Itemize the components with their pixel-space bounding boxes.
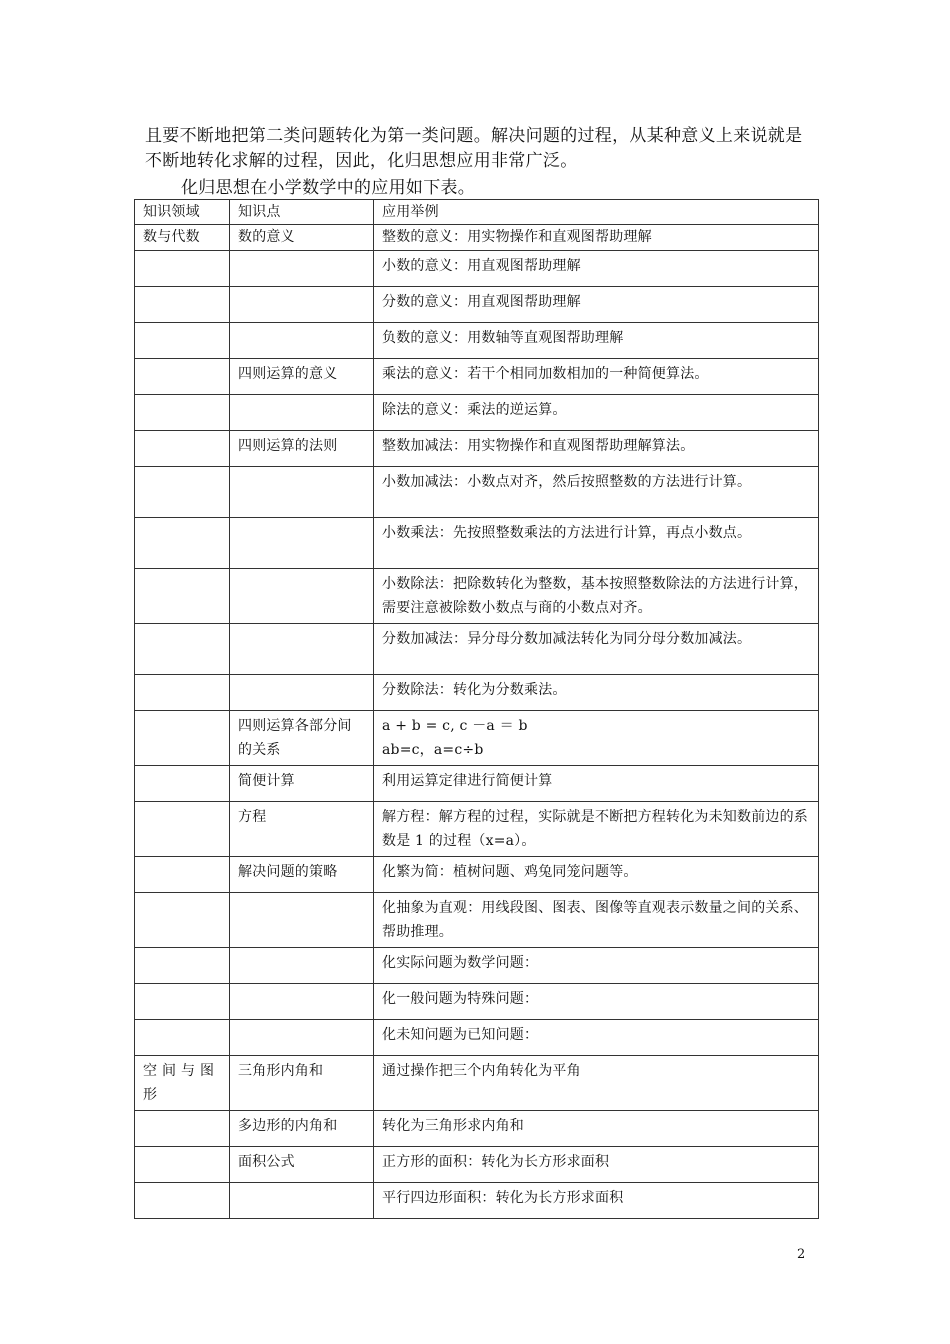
point-cell [230, 675, 374, 711]
point-cell: 简便计算 [230, 766, 374, 802]
table-row [135, 857, 819, 893]
table-row [135, 893, 819, 948]
table-row [135, 675, 819, 711]
point-cell [230, 984, 374, 1020]
table-row [135, 1183, 819, 1219]
header-example: 应用举例 [374, 200, 819, 225]
relation-formula-line1: a + b = c, c －a ＝ b [382, 718, 528, 734]
example-cell: 整数加减法：用实物操作和直观图帮助理解算法。 [374, 431, 819, 467]
point-cell: 四则运算的法则 [230, 431, 374, 467]
table-intro-paragraph: 化归思想在小学数学中的应用如下表。 [181, 178, 476, 198]
example-cell: 分数加减法：异分母分数加减法转化为同分母分数加减法。 [374, 624, 819, 675]
point-cell [230, 1183, 374, 1219]
intro-paragraph: 且要不断地把第二类问题转化为第一类问题。解决问题的过程，从某种意义上来说就是不断地转化求解的过程，因此，化归思想应用非常广泛。 [145, 126, 803, 171]
table-row [135, 1147, 819, 1183]
example-cell: 小数乘法：先按照整数乘法的方法进行计算，再点小数点。 [374, 518, 819, 569]
point-cell [230, 948, 374, 984]
domain-cell [135, 431, 230, 467]
point-cell [230, 395, 374, 431]
point-cell [230, 893, 374, 948]
table-row [135, 287, 819, 323]
page-number: 2 [797, 1247, 806, 1262]
point-cell [230, 467, 374, 518]
domain-cell [135, 569, 230, 624]
example-cell: 通过操作把三个内角转化为平角 [374, 1056, 819, 1111]
table-row [135, 802, 819, 857]
table-row [135, 1111, 819, 1147]
example-cell: 化未知问题为已知问题： [374, 1020, 819, 1056]
table-row [135, 948, 819, 984]
domain-cell [135, 1111, 230, 1147]
table-row [135, 569, 819, 624]
example-cell: 负数的意义：用数轴等直观图帮助理解 [374, 323, 819, 359]
domain-cell [135, 359, 230, 395]
table-row [135, 766, 819, 802]
point-cell: 四则运算的意义 [230, 359, 374, 395]
example-cell: 转化为三角形求内角和 [374, 1111, 819, 1147]
table-row [135, 467, 819, 518]
table-row [135, 431, 819, 467]
domain-cell [135, 518, 230, 569]
table-row [135, 711, 819, 766]
domain-cell [135, 467, 230, 518]
table-row [135, 624, 819, 675]
point-cell [230, 251, 374, 287]
header-point: 知识点 [230, 200, 374, 225]
table-row [135, 1020, 819, 1056]
table-header-row [135, 200, 819, 225]
domain-cell [135, 323, 230, 359]
example-cell: 解方程：解方程的过程，实际就是不断把方程转化为未知数前边的系数是 1 的过程（x=a）。 [374, 802, 819, 857]
point-cell [230, 518, 374, 569]
example-cell: 小数的意义：用直观图帮助理解 [374, 251, 819, 287]
domain-cell [135, 802, 230, 857]
point-cell: 多边形的内角和 [230, 1111, 374, 1147]
point-cell: 三角形内角和 [230, 1056, 374, 1111]
table-row [135, 395, 819, 431]
domain-cell [135, 857, 230, 893]
example-cell: 整数的意义：用实物操作和直观图帮助理解 [374, 225, 819, 251]
point-cell: 面积公式 [230, 1147, 374, 1183]
point-cell: 数的意义 [230, 225, 374, 251]
example-cell: 化抽象为直观：用线段图、图表、图像等直观表示数量之间的关系、帮助推理。 [374, 893, 819, 948]
example-cell: 除法的意义：乘法的逆运算。 [374, 395, 819, 431]
domain-cell [135, 1183, 230, 1219]
domain-cell [135, 766, 230, 802]
point-cell [230, 569, 374, 624]
domain-cell [135, 395, 230, 431]
example-cell: 化繁为简：植树问题、鸡兔同笼问题等。 [374, 857, 819, 893]
example-cell: 利用运算定律进行简便计算 [374, 766, 819, 802]
header-domain: 知识领域 [135, 200, 230, 225]
domain-cell [135, 251, 230, 287]
point-cell: 解决问题的策略 [230, 857, 374, 893]
domain-cell [135, 948, 230, 984]
point-cell [230, 1020, 374, 1056]
domain-cell [135, 675, 230, 711]
point-cell: 四则运算各部分间的关系 [230, 711, 374, 766]
table-row [135, 251, 819, 287]
domain-cell [135, 287, 230, 323]
example-cell: 小数加减法：小数点对齐，然后按照整数的方法进行计算。 [374, 467, 819, 518]
table-row [135, 518, 819, 569]
example-cell: 正方形的面积：转化为长方形求面积 [374, 1147, 819, 1183]
knowledge-table [134, 199, 819, 1219]
domain-cell [135, 711, 230, 766]
domain-cell [135, 1147, 230, 1183]
example-cell [374, 711, 819, 766]
example-cell: 分数除法：转化为分数乘法。 [374, 675, 819, 711]
domain-cell: 空间与图形 [135, 1056, 230, 1111]
table-row [135, 323, 819, 359]
example-cell: 化实际问题为数学问题： [374, 948, 819, 984]
table-row [135, 984, 819, 1020]
table-row [135, 359, 819, 395]
domain-cell [135, 984, 230, 1020]
example-cell: 平行四边形面积：转化为长方形求面积 [374, 1183, 819, 1219]
table-row [135, 225, 819, 251]
point-cell [230, 287, 374, 323]
domain-cell [135, 893, 230, 948]
point-cell: 方程 [230, 802, 374, 857]
example-cell: 乘法的意义：若干个相同加数相加的一种简便算法。 [374, 359, 819, 395]
example-cell: 小数除法：把除数转化为整数，基本按照整数除法的方法进行计算，需要注意被除数小数点与商的小数点对齐。 [374, 569, 819, 624]
point-cell [230, 323, 374, 359]
table-row [135, 1056, 819, 1111]
domain-cell: 数与代数 [135, 225, 230, 251]
example-cell: 分数的意义：用直观图帮助理解 [374, 287, 819, 323]
example-cell: 化一般问题为特殊问题： [374, 984, 819, 1020]
domain-cell [135, 624, 230, 675]
relation-formula-line2: ab=c，a=c÷b [382, 742, 484, 758]
domain-cell [135, 1020, 230, 1056]
point-cell [230, 624, 374, 675]
